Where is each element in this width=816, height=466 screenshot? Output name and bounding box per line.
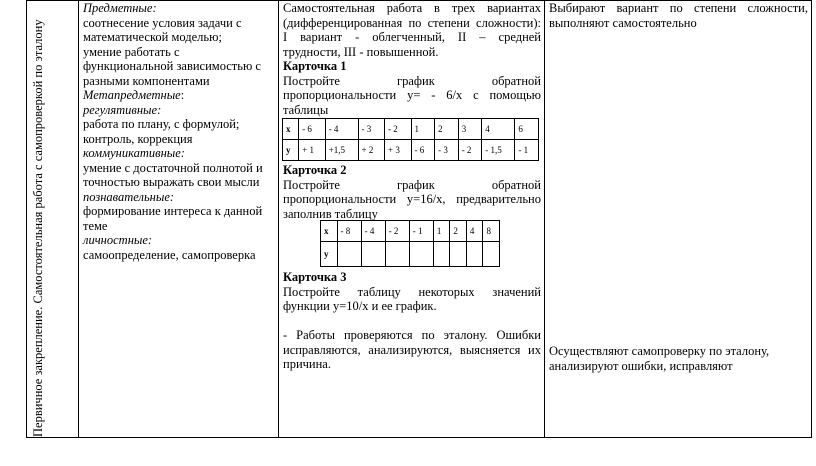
- student-activity-bottom: [549, 344, 808, 373]
- table-cell: [337, 242, 361, 267]
- table-cell: 1: [411, 119, 435, 140]
- table-cell: - 1: [409, 221, 433, 242]
- table-cell: х: [283, 119, 299, 140]
- table-cell: - 8: [337, 221, 361, 242]
- table-cell: +1,5: [325, 140, 358, 161]
- subject-line: функциональной зависимостью с: [83, 59, 261, 73]
- table-cell: 6: [515, 119, 539, 140]
- check-line: исправляются, анализируются, выясняется их: [283, 342, 541, 357]
- card2-block: [283, 163, 541, 221]
- intro-line: I вариант - облегченный, II – средней: [283, 30, 541, 44]
- card2-line: заполнив таблицу: [283, 206, 378, 221]
- card2-line: пропорциональности у=16/х, предварительно: [283, 192, 541, 206]
- table-cell: - 1: [515, 140, 539, 161]
- table-cell: - 3: [435, 140, 459, 161]
- column-divider-2: [278, 0, 279, 438]
- table-cell: + 3: [385, 140, 412, 161]
- table-cell: [433, 242, 450, 267]
- table-cell: - 4: [361, 221, 385, 242]
- regulative-line: работа по плану, с формулой;: [83, 117, 240, 131]
- table-cell: [450, 242, 467, 267]
- student-line: анализируют ошибки, исправляют: [549, 358, 733, 373]
- communicative-line: точностью выражать свои мысли: [83, 175, 260, 189]
- table-row: [321, 221, 500, 242]
- table-cell: + 1: [299, 140, 326, 161]
- intro-line: Самостоятельная работа в трех вариантах: [283, 1, 541, 15]
- table-cell: у: [321, 242, 338, 267]
- table-cell: 4: [466, 221, 483, 242]
- table-cell: - 6: [299, 119, 326, 140]
- table-cell: - 4: [325, 119, 358, 140]
- table-cell: 4: [482, 119, 515, 140]
- card1-line: таблицы: [283, 102, 329, 117]
- meta-colon: :: [180, 88, 185, 102]
- card1-title: Карточка 1: [283, 59, 347, 73]
- table-row: [321, 242, 500, 267]
- table-cell: [483, 242, 500, 267]
- regulative-heading: регулятивные:: [83, 102, 162, 117]
- table-row: [283, 119, 539, 140]
- student-line: Выбирают вариант по степени сложности,: [549, 1, 808, 15]
- table-cell: + 2: [358, 140, 385, 161]
- table-cell: 2: [435, 119, 459, 140]
- table-cell: у: [283, 140, 299, 161]
- personal-line: самоопределение, самопроверка: [83, 247, 256, 262]
- table-cell: - 6: [411, 140, 435, 161]
- regulative-line: контроль, коррекция: [83, 131, 193, 146]
- table-cell: 3: [458, 119, 482, 140]
- student-activity-top: [549, 1, 808, 30]
- check-block: [283, 328, 541, 372]
- table-border-right: [811, 0, 812, 438]
- column-divider-1: [78, 0, 79, 438]
- card3-title: Карточка 3: [283, 270, 347, 284]
- table-border-left: [26, 0, 27, 438]
- table-cell: - 3: [358, 119, 385, 140]
- communicative-line: умение с достаточной полнотой и: [83, 160, 263, 175]
- teacher-activity-cell: [283, 1, 541, 117]
- table-card1: [282, 118, 539, 161]
- table-cell: х: [321, 221, 338, 242]
- table-cell: - 2: [385, 119, 412, 140]
- table-cell: 1: [433, 221, 450, 242]
- cognitive-heading: познавательные:: [83, 189, 175, 204]
- meta-heading-line: [83, 88, 277, 103]
- card3-line: Постройте таблицу некоторых значений: [283, 284, 541, 299]
- table-border-bottom: [26, 437, 812, 438]
- card1-line: пропорциональности у= - 6/х с помощью: [283, 88, 541, 102]
- table-cell: [361, 242, 385, 267]
- subject-line: умение работать с: [83, 44, 180, 59]
- communicative-heading: коммуникативные:: [83, 146, 185, 160]
- column-divider-3: [544, 0, 545, 438]
- subject-heading: Предметные:: [83, 1, 157, 15]
- student-line: выполняют самостоятельно: [549, 15, 697, 30]
- table-cell: [409, 242, 433, 267]
- table-cell: [466, 242, 483, 267]
- check-line: - Работы проверяются по эталону. Ошибки: [283, 328, 541, 342]
- table-row: [283, 140, 539, 161]
- card1-line: Постройте график обратной: [283, 73, 541, 88]
- stage-title-vertical: Первичное закрепление. Самостоятельная работа с самопроверкой по эталону: [31, 19, 45, 437]
- card2-line: Постройте график обратной: [283, 177, 541, 192]
- subject-line: соотнесение условия задачи с: [83, 15, 242, 30]
- meta-heading: Метапредметные: [83, 88, 181, 102]
- cognitive-line: теме: [83, 218, 108, 233]
- table-card2: [320, 220, 500, 267]
- card3-block: [283, 270, 541, 314]
- table-cell: - 2: [458, 140, 482, 161]
- table-cell: [385, 242, 409, 267]
- table-cell: 8: [483, 221, 500, 242]
- intro-line: (дифференцированная по степени сложности):: [283, 15, 541, 30]
- student-line: Осуществляют самопроверку по эталону,: [549, 344, 770, 358]
- personal-heading: личностные:: [83, 233, 153, 247]
- subject-line: разными компонентами: [83, 73, 210, 88]
- intro-line: трудности, III - повышенной.: [283, 44, 439, 59]
- subject-line: математической моделью;: [83, 30, 222, 44]
- table-cell: - 2: [385, 221, 409, 242]
- table-cell: 2: [450, 221, 467, 242]
- card3-line: функции у=10/х и ее график.: [283, 299, 437, 313]
- card2-title: Карточка 2: [283, 163, 347, 177]
- check-line: причина.: [283, 357, 331, 371]
- learning-outcomes-cell: [83, 1, 277, 262]
- cognitive-line: формирование интереса к данной: [83, 204, 263, 218]
- table-cell: - 1,5: [482, 140, 515, 161]
